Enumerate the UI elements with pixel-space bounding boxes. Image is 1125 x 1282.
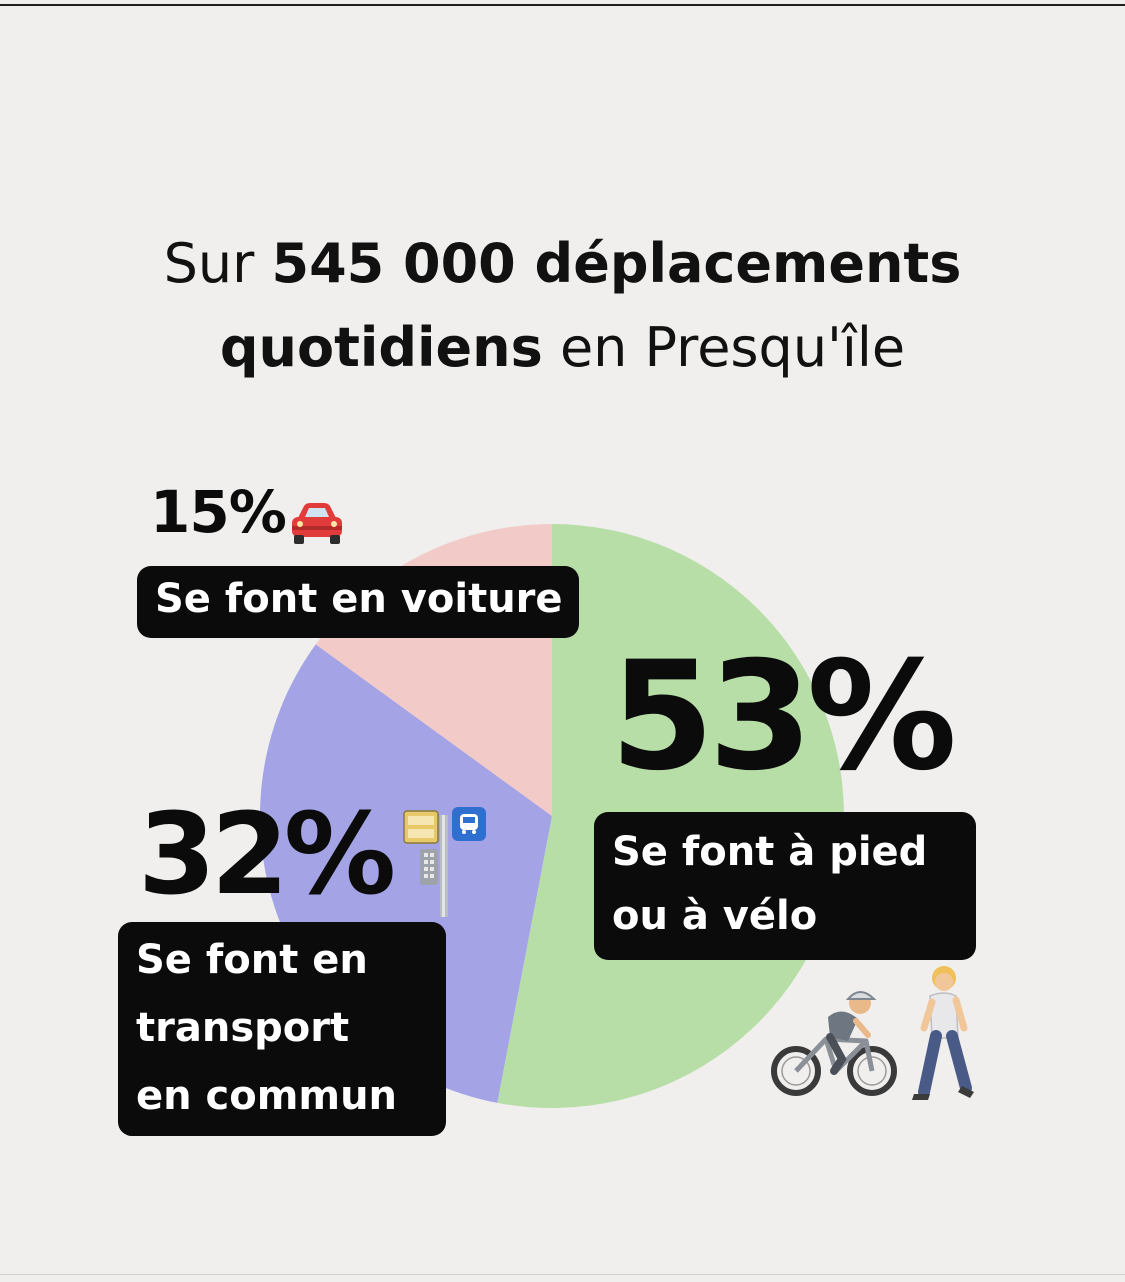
data-label-pied-velo: 53%: [610, 630, 952, 804]
label-voiture-text: Se font en voiture: [155, 576, 563, 622]
category-label-voiture: [137, 566, 579, 638]
pedestrian-icon: [908, 962, 976, 1104]
title-bold-2: quotidiens: [219, 316, 543, 379]
category-label-pied-velo: [594, 812, 976, 960]
label-pied-line-1: Se font à pied: [612, 829, 928, 875]
title-bold-1: 545 000 déplacements: [271, 232, 962, 295]
title-prefix: Sur: [163, 232, 272, 295]
label-tc-line-1: Se font en: [136, 937, 368, 983]
data-label-voiture: 15%: [150, 478, 286, 546]
cyclist-icon: [770, 975, 898, 1097]
label-pied-line-2: ou à vélo: [612, 893, 818, 939]
category-label-transport: [118, 922, 446, 1136]
car-icon: [288, 498, 346, 548]
title-suffix: en Presqu'île: [542, 316, 906, 379]
bus-stop-icon: [400, 805, 490, 917]
label-tc-line-3: en commun: [136, 1073, 398, 1119]
data-label-transport: 32%: [138, 790, 392, 920]
label-tc-line-2: transport: [136, 1005, 350, 1051]
